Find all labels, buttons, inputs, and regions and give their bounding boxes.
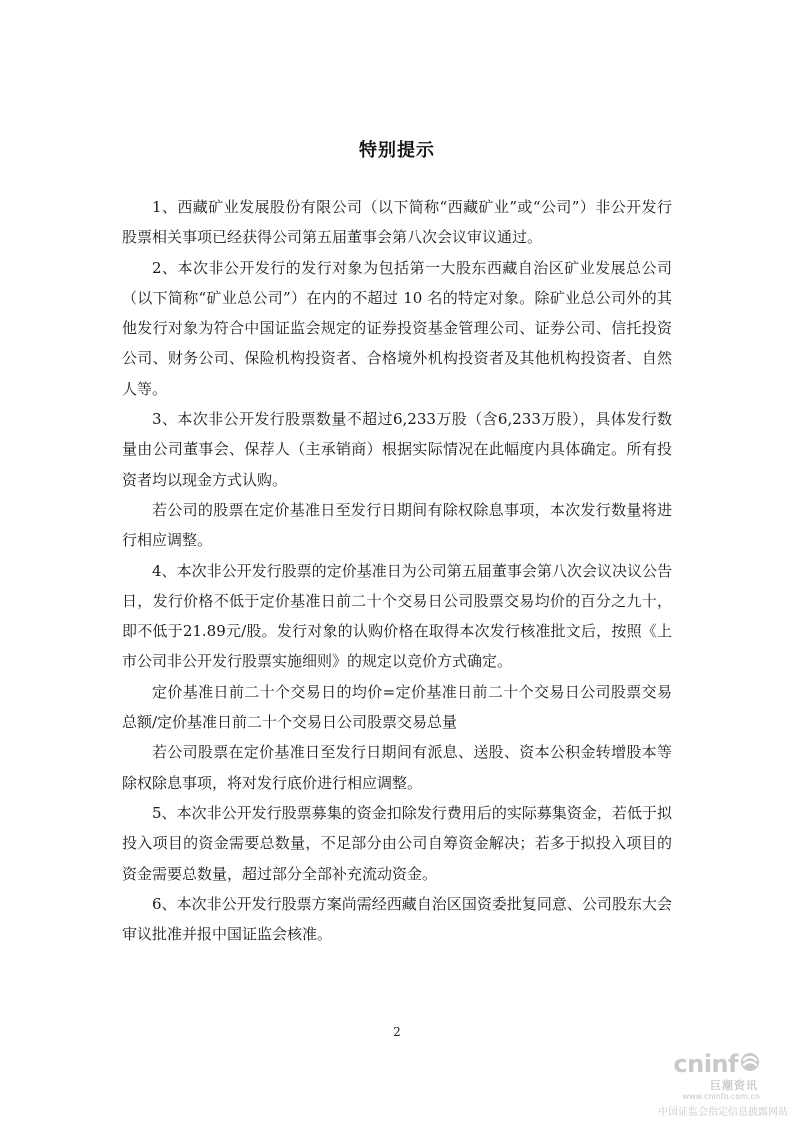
- page-number: 2: [393, 1025, 401, 1039]
- paragraph: 若公司的股票在定价基准日至发行日期间有除权除息事项，本次发行数量将进行相应调整。: [122, 500, 672, 550]
- paragraph: 若公司股票在定价基准日至发行日期间有派息、送股、资本公积金转增股本等除权除息事项，将对发行底价进行相应调整。: [122, 743, 672, 792]
- watermark-name: 巨潮资讯: [710, 1079, 758, 1092]
- paragraph: 4、本次非公开发行股票的定价基准日为公司第五届董事会第八次会议决议公告日，发行价格不低于定价基准日前二十个交易日公司股票交易均价的百分之九十，即不低于21.89元/股。发行对象的认购价格在取得本次发行核准批文后，按照《上市公司非公开发行股票实施细则》的规定以竞价方式确定。: [122, 561, 672, 671]
- logo-text: cninf: [673, 1050, 738, 1078]
- cninfo-logo: [673, 1050, 760, 1078]
- cninfo-swirl-icon: [740, 1052, 760, 1076]
- paragraph: 3、本次非公开发行股票数量不超过6,233万股（含6,233万股），具体发行数量由公司董事会、保荐人（主承销商）根据实际情况在此幅度内具体确定。所有投资者均以现金方式认购。: [122, 410, 672, 489]
- paragraph: 2、本次非公开发行的发行对象为包括第一大股东西藏自治区矿业发展总公司（以下简称“矿业总公司”）在内的不超过 10 名的特定对象。除矿业总公司外的其他发行对象为符合中国证监会规定的证券投资基金管理公司、证券公司、信托投资公司、财务公司、保险机构投资者、合格境外机构投资者及其他机构投资者、自然人等。: [122, 258, 672, 398]
- document-body: [122, 192, 672, 949]
- paragraph: 定价基准日前二十个交易日的均价=定价基准日前二十个交易日公司股票交易总额/定价基准日前二十个交易日公司股票交易总量: [122, 682, 672, 732]
- document-title: 特别提示: [359, 140, 435, 161]
- paragraph: 5、本次非公开发行股票募集的资金扣除发行费用后的实际募集资金，若低于拟投入项目的资金需要总数量，不足部分由公司自筹资金解决；若多于拟投入项目的资金需要总数量，超过部分全部补充流动资金。: [122, 803, 672, 883]
- watermark-tagline: 中国证监会指定信息披露网站: [658, 1107, 788, 1118]
- paragraph: 1、西藏矿业发展股份有限公司（以下简称“西藏矿业”或“公司”）非公开发行股票相关事项已经获得公司第五届董事会第八次会议审议通过。: [122, 198, 672, 247]
- cninfo-watermark: [638, 1050, 788, 1120]
- watermark-url: www.cninfo.com.cn: [682, 1092, 760, 1101]
- paragraph: 6、本次非公开发行股票方案尚需经西藏自治区国资委批复同意、公司股东大会审议批准并报中国证监会核准。: [122, 894, 672, 944]
